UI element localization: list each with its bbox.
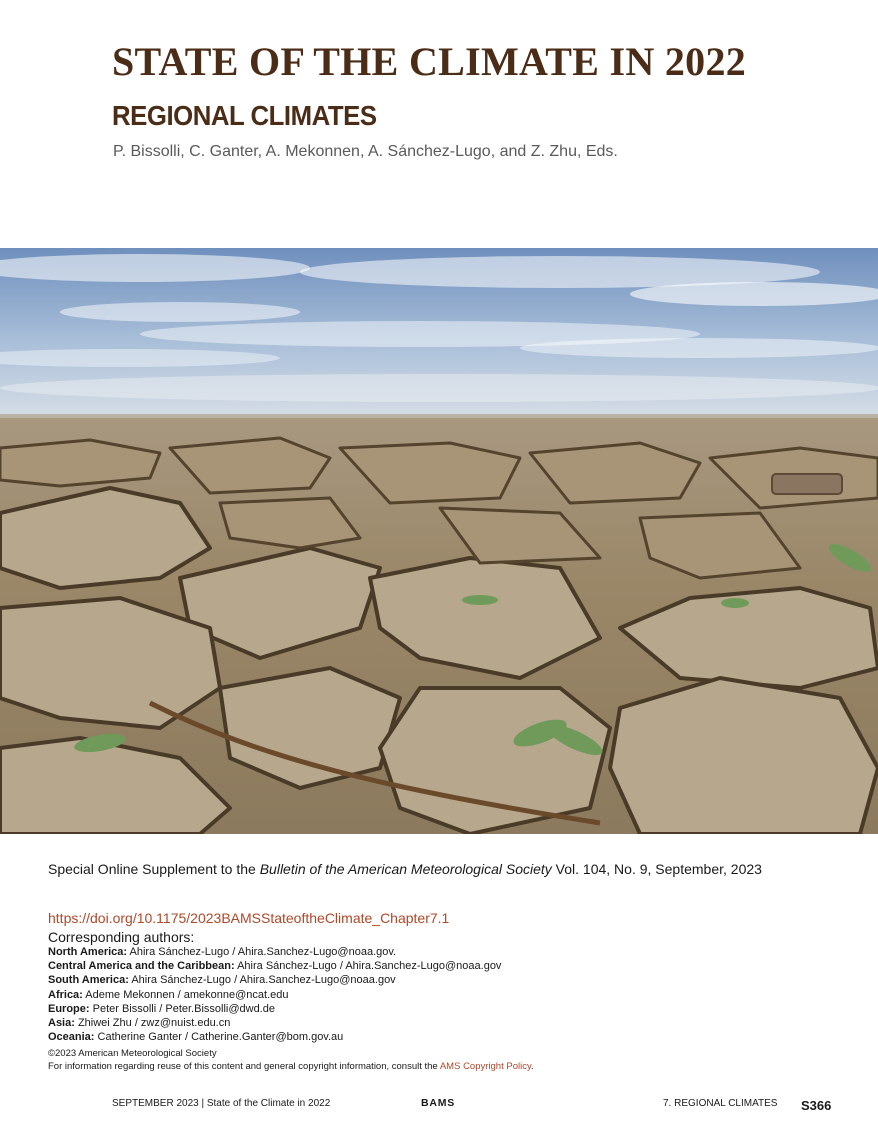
author-row-central-america (48, 959, 501, 973)
cover-photo (0, 248, 878, 834)
journal-name: Bulletin of the American Meteorological Society (259, 861, 552, 877)
supplement-suffix: Vol. 104, No. 9, September, 2023 (551, 861, 762, 877)
author-row-africa (48, 988, 501, 1002)
author-contact: Ademe Mekonnen / amekonne@ncat.edu (82, 988, 289, 1001)
section-subtitle: REGIONAL CLIMATES (112, 100, 377, 131)
page-number: S366 (801, 1098, 832, 1113)
doi-link[interactable]: https://doi.org/10.1175/2023BAMSStateoftheClimate_Chapter7.1 (48, 910, 450, 926)
author-contact: Peter Bissolli / Peter.Bissolli@dwd.de (89, 1002, 275, 1015)
reuse-line (48, 1061, 534, 1074)
author-contact: Ahira Sánchez-Lugo / Ahira.Sanchez-Lugo@noaa.gov. (127, 946, 397, 958)
author-contact: Catherine Ganter / Catherine.Ganter@bom.gov.au (94, 1031, 344, 1044)
footer-issue: SEPTEMBER 2023 | State of the Climate in 2022 (112, 1098, 331, 1109)
author-contact: Zhiwei Zhu / zwz@nuist.edu.cn (74, 1017, 231, 1030)
author-row-north-america (48, 945, 501, 959)
copyright-line: ©2023 American Meteorological Society (48, 1048, 217, 1059)
editors-line: P. Bissolli, C. Ganter, A. Mekonnen, A. Sánchez-Lugo, and Z. Zhu, Eds. (113, 143, 618, 160)
corresponding-authors-heading: Corresponding authors: (48, 929, 195, 945)
author-region: Central America and the Caribbean: (48, 960, 235, 973)
corresponding-authors-list (48, 945, 501, 1044)
author-row-south-america (48, 973, 501, 987)
reuse-text: For information regarding reuse of this content and general copyright information, consult the (48, 1060, 440, 1072)
cracked-earth-image (0, 248, 878, 834)
author-region: Oceania: (48, 1031, 95, 1044)
author-contact: Ahira Sánchez-Lugo / Ahira.Sanchez-Lugo@noaa.gov (128, 974, 396, 987)
reuse-suffix: . (531, 1060, 534, 1072)
copyright-policy-link[interactable]: AMS Copyright Policy (439, 1060, 532, 1072)
author-row-europe (48, 1002, 501, 1016)
supplement-line (48, 861, 762, 877)
bams-logo: BAMS (421, 1097, 456, 1109)
author-row-asia (48, 1016, 501, 1030)
author-region: Asia: (48, 1017, 75, 1030)
author-region: South America: (48, 974, 129, 987)
page-title: STATE OF THE CLIMATE IN 2022 (112, 39, 747, 84)
author-region: Africa: (48, 988, 83, 1001)
author-contact: Ahira Sánchez-Lugo / Ahira.Sanchez-Lugo@noaa.gov (234, 960, 502, 973)
author-row-oceania (48, 1030, 501, 1044)
author-region: Europe: (48, 1002, 90, 1015)
supplement-prefix: Special Online Supplement to the (48, 861, 260, 877)
footer-chapter: 7. REGIONAL CLIMATES (663, 1098, 778, 1109)
author-region: North America: (48, 946, 128, 958)
copyright-block (48, 1048, 534, 1073)
